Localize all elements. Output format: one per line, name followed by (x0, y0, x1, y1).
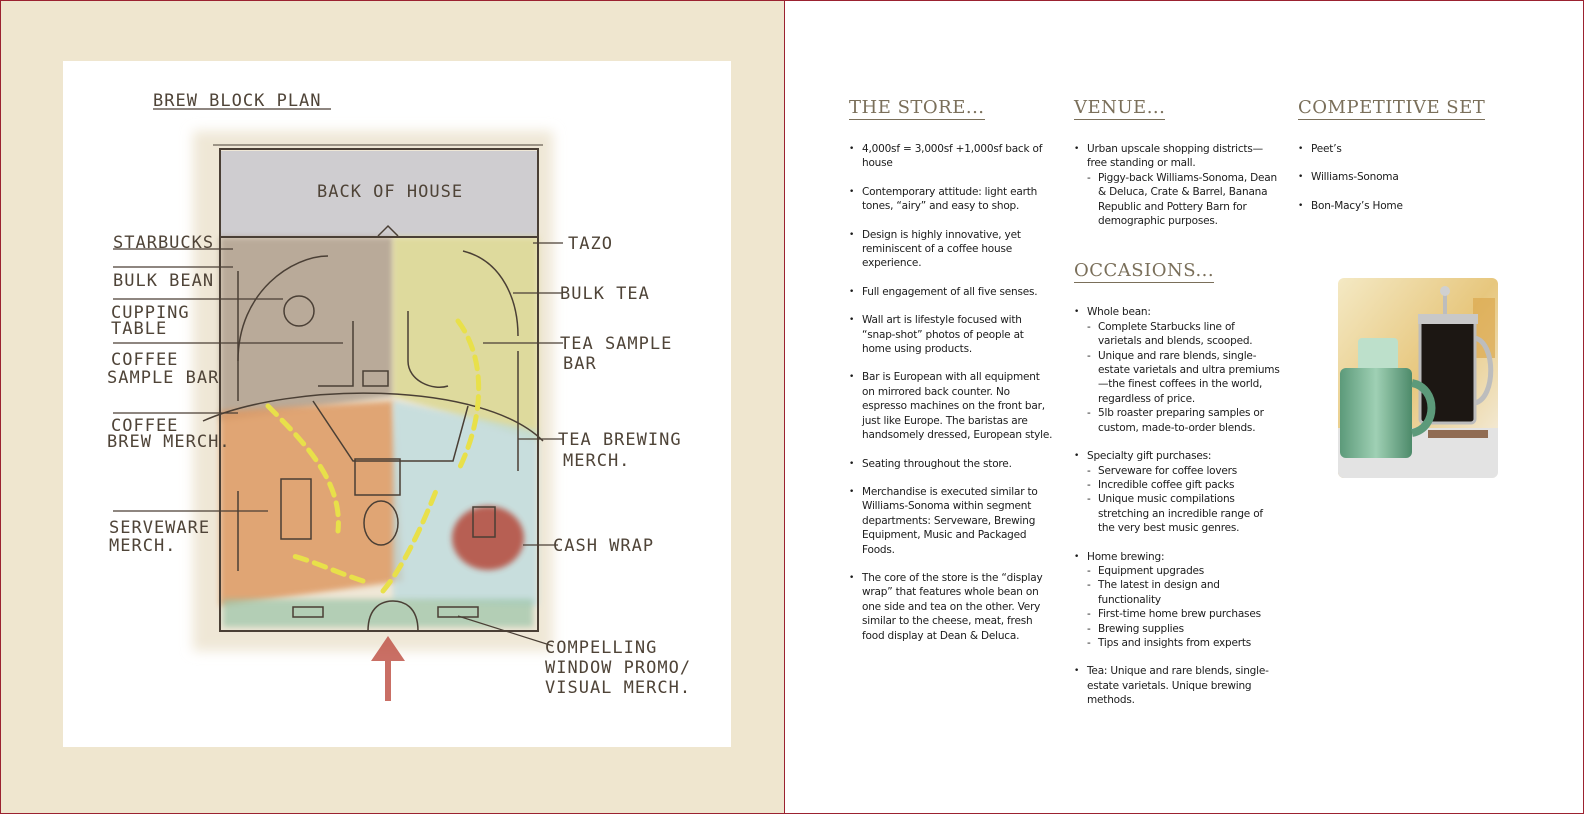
window-area (223, 599, 533, 627)
occasion-gift (1074, 449, 1280, 535)
plan-title: BREW BLOCK PLAN (153, 91, 322, 111)
store-item: • 4,000sf = 3,000sf +1,000sf back of house (849, 142, 1055, 171)
label-window-promo: WINDOW PROMO/ (545, 658, 692, 678)
occasion-subitem: - Brewing supplies (1087, 622, 1280, 636)
occasion-subitem: - Incredible coffee gift packs (1087, 478, 1280, 492)
label-serveware: SERVEWARE (109, 518, 211, 538)
competitor-item: • Bon-Macy’s Home (1298, 199, 1498, 213)
venue-text: Urban upscale shopping districts—free standing or mall. (1087, 143, 1263, 170)
store-item: • Merchandise is executed similar to Williams-Sonoma within segment departments: Serveware, Brewing Equipment, Music and Packaged Foods. (849, 485, 1055, 557)
competitive-heading: COMPETITIVE SET (1298, 97, 1486, 118)
competitive-list (1298, 142, 1498, 213)
tea-merch-zone (393, 401, 538, 606)
occasion-subitem: - The latest in design and functionality (1087, 578, 1280, 607)
store-item: • Seating throughout the store. (849, 457, 1055, 471)
occasion-subitem: - Unique and rare blends, single-estate varietals and ultra premiums—the finest coffees in the world, regardless of price. (1087, 349, 1280, 407)
occasion-label: Whole bean: (1087, 306, 1151, 319)
store-item: • Wall art is lifestyle focused with “snap-shot” photos of people at home using products. (849, 313, 1055, 356)
occasion-subitem: - Serveware for coffee lovers (1087, 464, 1280, 478)
back-of-house-label: BACK OF HOUSE (317, 182, 464, 202)
venue-heading: VENUE... (1074, 97, 1166, 118)
occasion-subitem: - Unique music compilations stretching an incredible range of the very best music genres. (1087, 492, 1280, 535)
label-tea-brewing: TEA BREWING (558, 430, 682, 450)
venue-occasions-column (1074, 97, 1280, 722)
occasion-label: Specialty gift purchases: (1087, 450, 1212, 463)
label-coffee: COFFEE (111, 350, 179, 370)
competitor-item: • Peet’s (1298, 142, 1498, 156)
cash-wrap-area (452, 506, 524, 570)
occasion-subitem: - 5lb roaster preparing samples or custom, made-to-order blends. (1087, 406, 1280, 435)
label-compelling: COMPELLING (545, 638, 658, 658)
label-cash-wrap: CASH WRAP (553, 536, 655, 556)
occasions-list (1074, 305, 1280, 707)
label-brew-merch: BREW MERCH. (107, 432, 231, 452)
label-cupping: CUPPING (111, 303, 190, 323)
occasions-heading: OCCASIONS... (1074, 260, 1215, 282)
label-tea-merch: MERCH. (563, 451, 631, 471)
label-bulk-bean: BULK BEAN (113, 271, 215, 291)
store-item: • Full engagement of all five senses. (849, 285, 1055, 299)
occasion-home-brewing (1074, 550, 1280, 651)
venue-list (1074, 142, 1280, 228)
venue-item (1074, 142, 1280, 228)
label-coffee-2: COFFEE (111, 416, 179, 436)
occasion-subitem: - Complete Starbucks line of varietals and blends, scooped. (1087, 320, 1280, 349)
left-page (1, 1, 785, 813)
block-plan-sketch (63, 61, 731, 747)
store-item: • Design is highly innovative, yet reminiscent of a coffee house experience. (849, 228, 1055, 271)
label-merch: MERCH. (109, 536, 177, 556)
store-heading: THE STORE... (849, 97, 985, 118)
coffee-press-photo (1338, 278, 1498, 478)
store-item: • The core of the store is the “display wrap” that features whole bean on one side and tea on the other. Very similar to the cheese, meat, fresh food display at Dean & Deluca. (849, 571, 1055, 643)
label-bulk-tea: BULK TEA (560, 284, 650, 304)
occasion-whole-bean (1074, 305, 1280, 435)
right-page (785, 1, 1583, 813)
label-starbucks: STARBUCKS (113, 233, 215, 253)
occasion-subitem: - First-time home brew purchases (1087, 607, 1280, 621)
block-plan-drawing (63, 61, 731, 747)
label-tea-sample: TEA SAMPLE (560, 334, 673, 354)
label-tazo: TAZO (568, 234, 613, 254)
occasion-tea: • Tea: Unique and rare blends, single-estate varietals. Unique brewing methods. (1074, 664, 1280, 707)
competitor-item: • Williams-Sonoma (1298, 170, 1498, 184)
venue-subitem: - Piggy-back Williams-Sonoma, Dean & Deluca, Crate & Barrel, Banana Republic and Pottery Barn for demographic purposes. (1087, 171, 1280, 229)
store-list (849, 142, 1055, 643)
store-item: • Contemporary attitude: light earth tones, “airy” and easy to shop. (849, 185, 1055, 214)
label-sample-bar: SAMPLE BAR (107, 368, 220, 388)
occasion-subitem: - Tips and insights from experts (1087, 636, 1280, 650)
store-column (849, 97, 1055, 657)
occasion-subitem: - Equipment upgrades (1087, 564, 1280, 578)
label-visual-merch: VISUAL MERCH. (545, 678, 692, 698)
competitive-column (1298, 97, 1498, 227)
occasion-label: Home brewing: (1087, 550, 1165, 563)
coffee-press-and-mugs-icon (1338, 278, 1498, 478)
store-item: • Bar is European with all equipment on mirrored back counter. No espresso machines on the front bar, just like Europe. The baristas are handsomely dressed, European style. (849, 370, 1055, 442)
label-table: TABLE (111, 319, 168, 339)
label-bar: BAR (563, 354, 597, 374)
